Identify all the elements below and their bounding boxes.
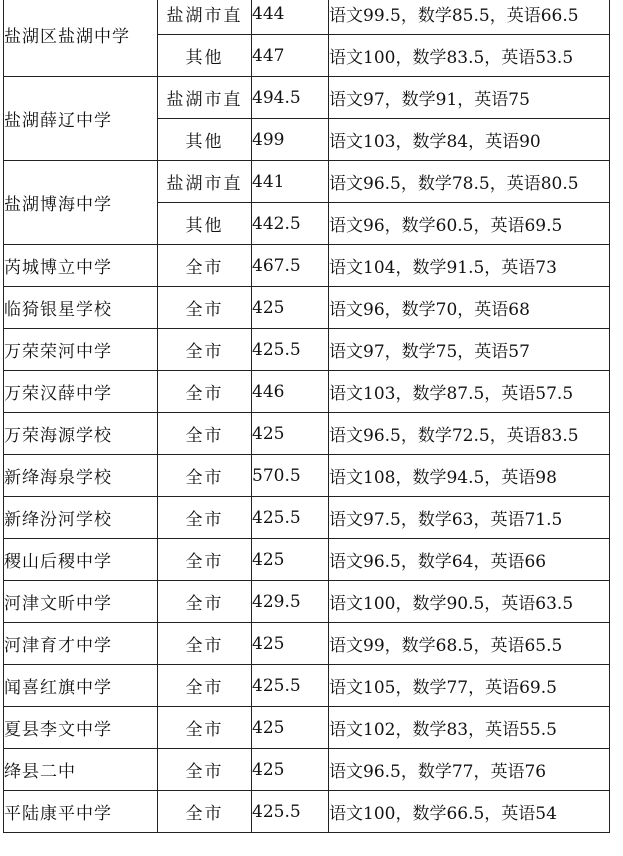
score-line-cell: 570.5 <box>252 455 329 497</box>
table-row <box>4 539 610 581</box>
table-row <box>4 161 610 203</box>
score-line-cell: 425.5 <box>252 665 329 707</box>
admission-scope-cell: 盐湖市直 <box>158 0 252 35</box>
school-name-cell: 绛县二中 <box>4 749 158 791</box>
subject-scores-cell: 语文99.5，数学85.5，英语66.5 <box>329 0 610 35</box>
score-line-cell: 425 <box>252 707 329 749</box>
subject-scores-cell: 语文103，数学87.5，英语57.5 <box>329 371 610 413</box>
score-line-cell: 441 <box>252 161 329 203</box>
admission-scope-cell: 全市 <box>158 707 252 749</box>
school-name-cell: 平陆康平中学 <box>4 791 158 833</box>
score-line-cell: 467.5 <box>252 245 329 287</box>
score-line-cell: 425.5 <box>252 329 329 371</box>
subject-scores-cell: 语文96.5，数学72.5，英语83.5 <box>329 413 610 455</box>
table-row <box>4 77 610 119</box>
subject-scores-cell: 语文97，数学91，英语75 <box>329 77 610 119</box>
school-name-cell: 盐湖薛辽中学 <box>4 77 158 161</box>
table-row <box>4 329 610 371</box>
score-line-cell: 425.5 <box>252 497 329 539</box>
school-name-cell: 盐湖区盐湖中学 <box>4 0 158 77</box>
subject-scores-cell: 语文105，数学77，英语69.5 <box>329 665 610 707</box>
school-name-cell: 河津育才中学 <box>4 623 158 665</box>
table-row <box>4 455 610 497</box>
admission-scope-cell: 其他 <box>158 203 252 245</box>
subject-scores-cell: 语文96，数学60.5，英语69.5 <box>329 203 610 245</box>
subject-scores-cell: 语文96.5，数学78.5，英语80.5 <box>329 161 610 203</box>
school-name-cell: 盐湖博海中学 <box>4 161 158 245</box>
table-row <box>4 497 610 539</box>
subject-scores-cell: 语文96，数学70，英语68 <box>329 287 610 329</box>
admission-scope-cell: 全市 <box>158 455 252 497</box>
table-row <box>4 581 610 623</box>
subject-scores-cell: 语文97，数学75，英语57 <box>329 329 610 371</box>
table-row <box>4 623 610 665</box>
subject-scores-cell: 语文108，数学94.5，英语98 <box>329 455 610 497</box>
subject-scores-cell: 语文97.5，数学63，英语71.5 <box>329 497 610 539</box>
table-row <box>4 413 610 455</box>
admission-scope-cell: 全市 <box>158 539 252 581</box>
school-name-cell: 河津文昕中学 <box>4 581 158 623</box>
subject-scores-cell: 语文96.5，数学64，英语66 <box>329 539 610 581</box>
subject-scores-cell: 语文100，数学83.5，英语53.5 <box>329 35 610 77</box>
score-line-cell: 425 <box>252 287 329 329</box>
subject-scores-cell: 语文100，数学90.5，英语63.5 <box>329 581 610 623</box>
admission-scope-cell: 其他 <box>158 35 252 77</box>
school-name-cell: 稷山后稷中学 <box>4 539 158 581</box>
school-name-cell: 芮城博立中学 <box>4 245 158 287</box>
score-line-cell: 442.5 <box>252 203 329 245</box>
admission-scope-cell: 全市 <box>158 749 252 791</box>
score-line-cell: 425 <box>252 623 329 665</box>
school-name-cell: 万荣海源学校 <box>4 413 158 455</box>
school-name-cell: 闻喜红旗中学 <box>4 665 158 707</box>
table-row <box>4 245 610 287</box>
subject-scores-cell: 语文96.5，数学77，英语76 <box>329 749 610 791</box>
score-line-cell: 446 <box>252 371 329 413</box>
table-row <box>4 707 610 749</box>
admission-scope-cell: 全市 <box>158 371 252 413</box>
admission-scope-cell: 全市 <box>158 497 252 539</box>
subject-scores-cell: 语文103，数学84，英语90 <box>329 119 610 161</box>
table-row <box>4 287 610 329</box>
admission-scope-cell: 全市 <box>158 665 252 707</box>
score-line-cell: 425 <box>252 413 329 455</box>
school-name-cell: 夏县李文中学 <box>4 707 158 749</box>
score-line-cell: 447 <box>252 35 329 77</box>
table-row <box>4 371 610 413</box>
admission-scope-cell: 盐湖市直 <box>158 161 252 203</box>
school-name-cell: 临猗银星学校 <box>4 287 158 329</box>
table-row <box>4 665 610 707</box>
admission-scope-cell: 全市 <box>158 623 252 665</box>
score-line-cell: 499 <box>252 119 329 161</box>
admission-scope-cell: 全市 <box>158 413 252 455</box>
admission-scope-cell: 全市 <box>158 245 252 287</box>
admission-scope-cell: 全市 <box>158 329 252 371</box>
subject-scores-cell: 语文104，数学91.5，英语73 <box>329 245 610 287</box>
admission-scope-cell: 全市 <box>158 287 252 329</box>
subject-scores-cell: 语文99，数学68.5，英语65.5 <box>329 623 610 665</box>
score-line-cell: 425 <box>252 539 329 581</box>
school-name-cell: 万荣荣河中学 <box>4 329 158 371</box>
school-name-cell: 万荣汉薛中学 <box>4 371 158 413</box>
table-row <box>4 0 610 35</box>
admission-scope-cell: 全市 <box>158 581 252 623</box>
table-row <box>4 749 610 791</box>
score-line-cell: 425 <box>252 749 329 791</box>
score-line-cell: 494.5 <box>252 77 329 119</box>
admission-scope-cell: 全市 <box>158 791 252 833</box>
admission-scope-cell: 盐湖市直 <box>158 77 252 119</box>
admission-score-table <box>3 0 610 833</box>
table-row <box>4 791 610 833</box>
admission-scope-cell: 其他 <box>158 119 252 161</box>
score-line-cell: 429.5 <box>252 581 329 623</box>
subject-scores-cell: 语文102，数学83，英语55.5 <box>329 707 610 749</box>
subject-scores-cell: 语文100，数学66.5，英语54 <box>329 791 610 833</box>
score-line-cell: 444 <box>252 0 329 35</box>
score-line-cell: 425.5 <box>252 791 329 833</box>
school-name-cell: 新绛海泉学校 <box>4 455 158 497</box>
school-name-cell: 新绛汾河学校 <box>4 497 158 539</box>
